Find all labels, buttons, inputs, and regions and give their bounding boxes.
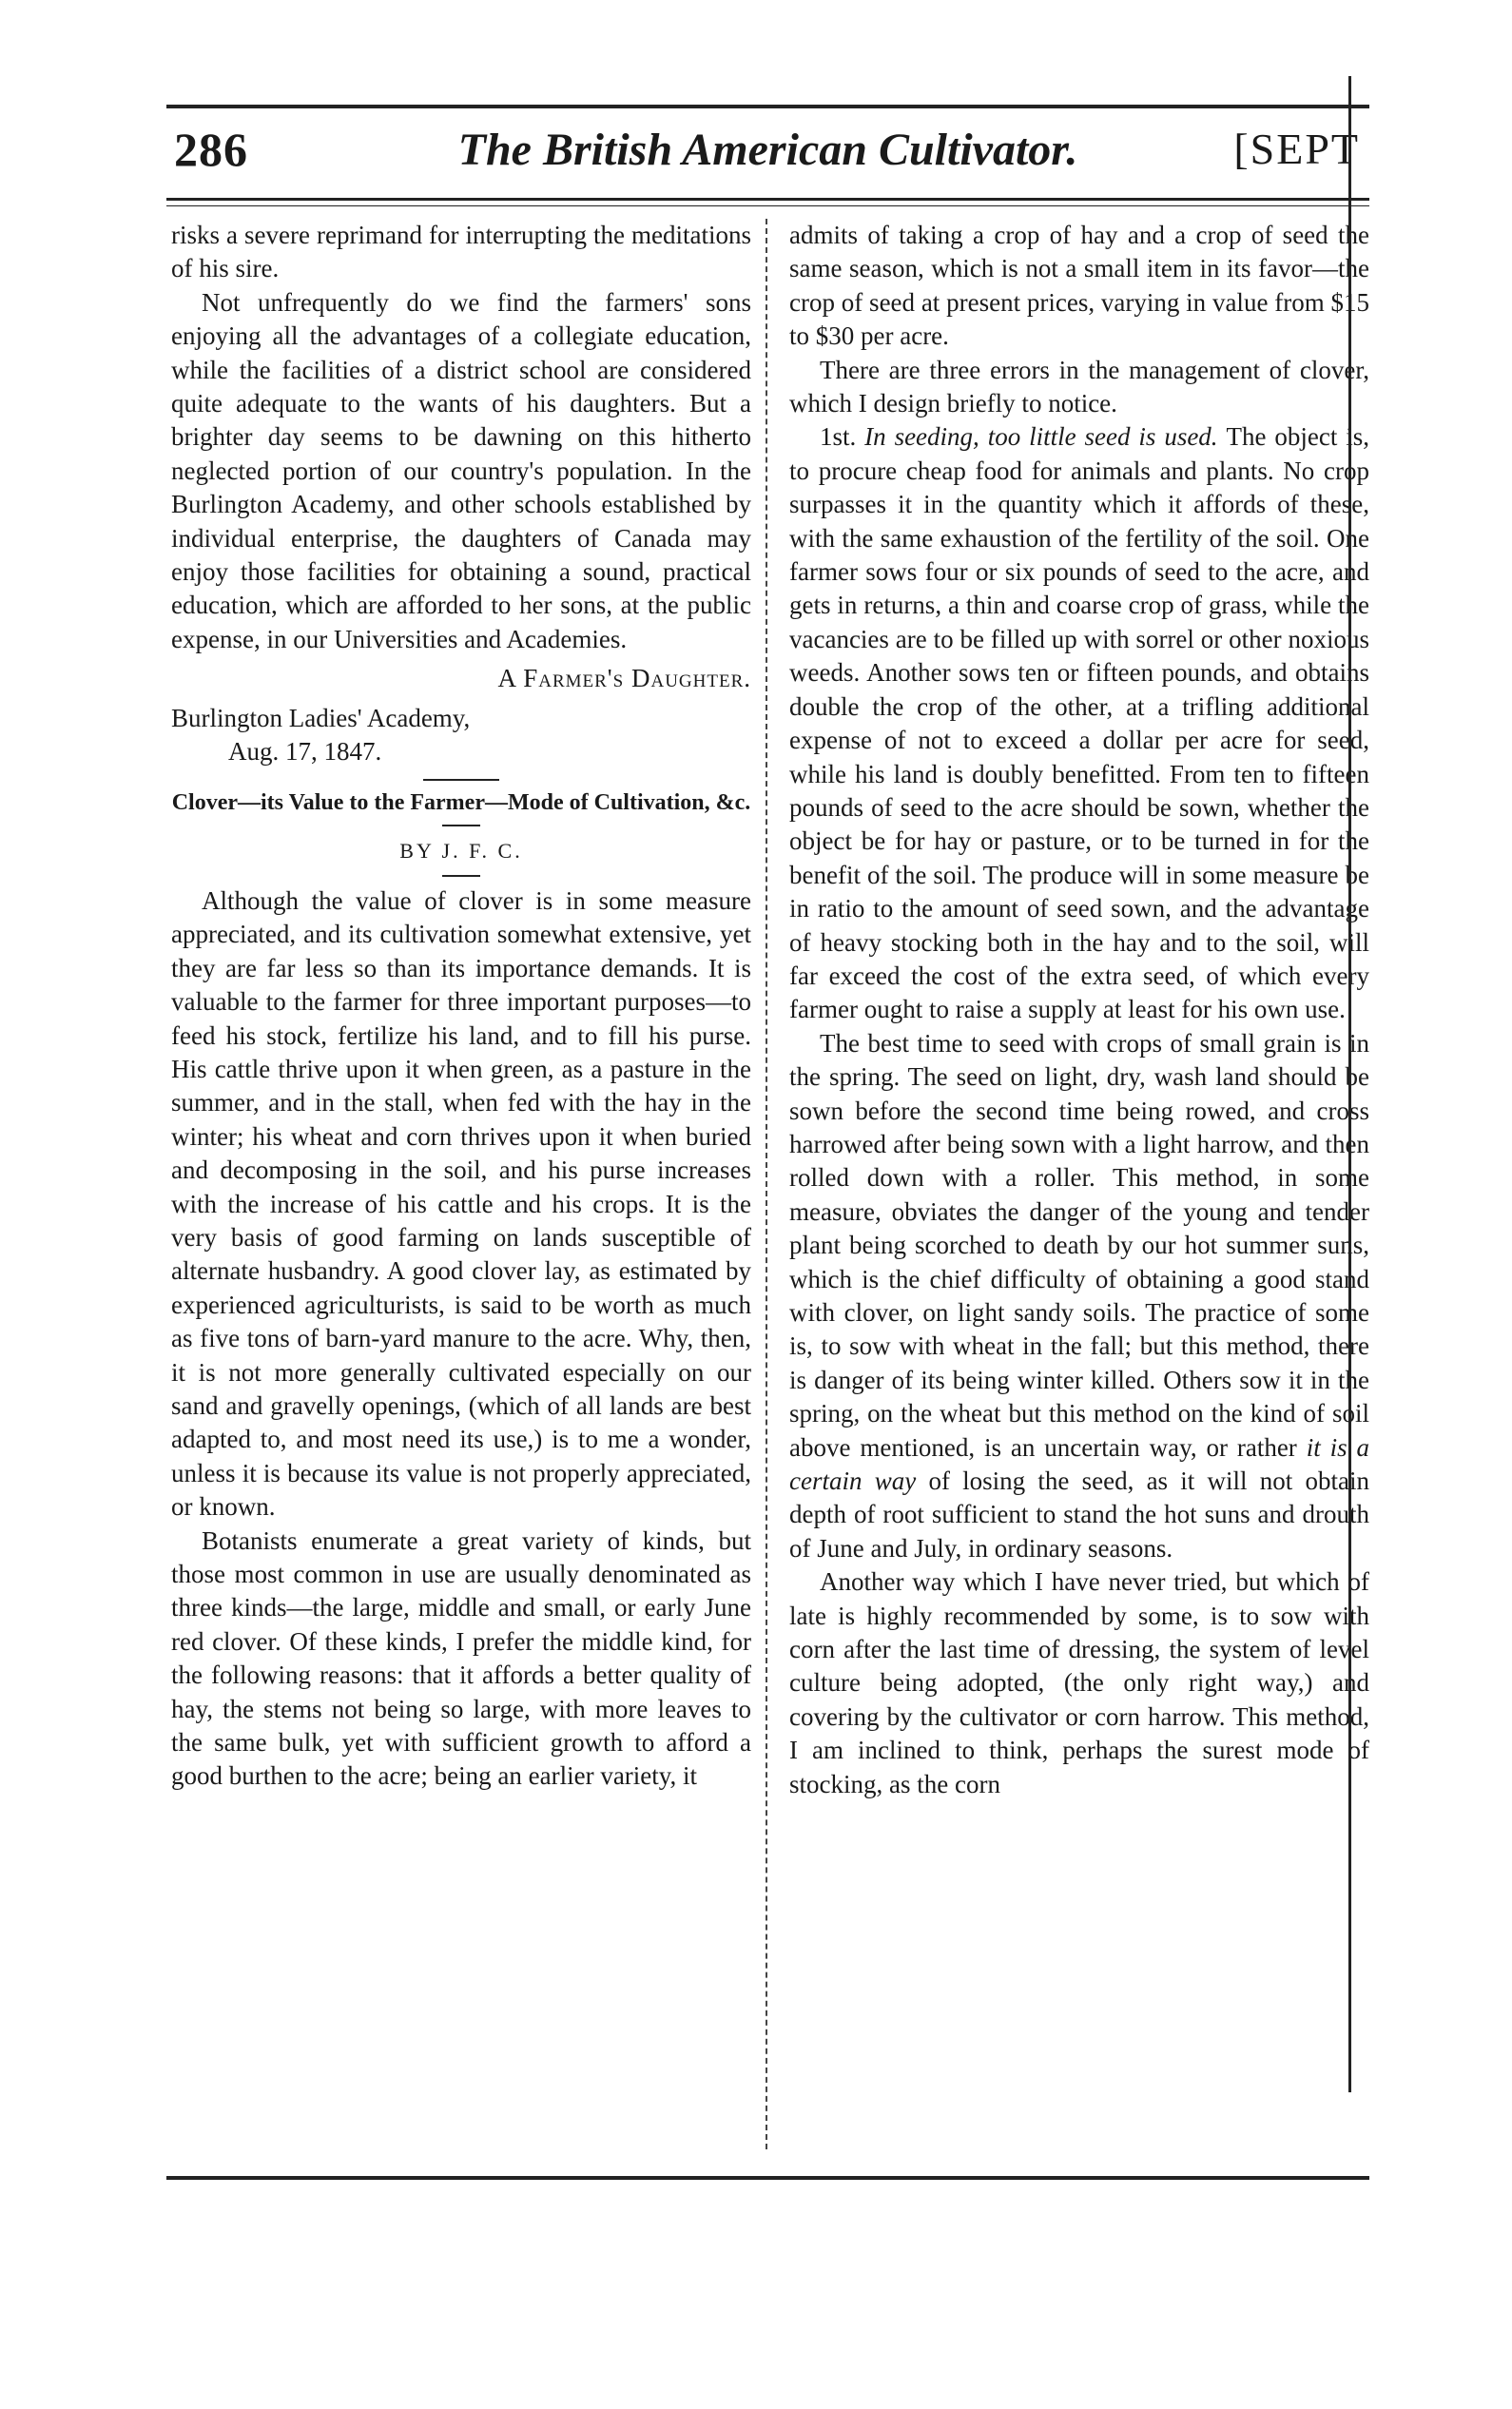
header-rule-thin (166, 205, 1369, 206)
article-title: Clover—its Value to the Farmer—Mode of Cultivation, &c. (171, 789, 751, 815)
page-number: 286 (174, 123, 248, 176)
left-paragraph-4: Botanists enumerate a great variety of kinds, but those most common in use are usually denominated as three kinds—the large, middle and small, or early June red clover. Of these kinds, I prefer the middle kind, for the following reasons: that it affords a better quality of hay, the stems not being so large, with more leaves to the same bulk, yet with sufficient growth to afford a good burthen to the acre; being an earlier variety, it (171, 1525, 751, 1791)
left-paragraph-1: risks a severe reprimand for interrupting the meditations of his sire. (171, 221, 751, 283)
right-paragraph-2: There are three errors in the management of clover, which I design briefly to notice. (789, 355, 1369, 418)
right-paragraph-4-body: The best time to seed with crops of small grain is in the spring. The seed on light, dry, wash land should be sown before the second time being rowed, and cross harrowed after being sown with a light harrow, and then rolled down with a roller. This method, in some measure, obviates the danger of the young and tender plant being scorched to death by our hot summer suns, which is the chief difficulty of obtaining a good stand with clover, on light sandy soils. The practice of some is, to sow with wheat in the fall; but this method, there is danger of its being winter killed. Others sow it in the spring, on the wheat but this method on the kind of soil above mentioned, is an uncertain way, or rather (789, 1028, 1369, 1462)
left-paragraph-2: Not unfrequently do we find the farmers' sons enjoying all the advantages of a collegiate education, while the facilities of a district school are considered quite adequate to the wants of his daughters. But a brighter day seems to be dawning on this hitherto neglected portion of our country's population. In the Burlington Academy, and other schools established by individual enterprise, the daughters of Canada may enjoy those facilities for obtaining a sound, practical education, which are afforded to her sons, at the public expense, in our Universities and Academies. (171, 287, 751, 653)
letter-signature: A Farmer's Daughter. (497, 664, 751, 693)
header-rule (166, 198, 1369, 201)
right-paragraph-3 (789, 420, 1369, 1026)
dateline (171, 702, 751, 769)
section-divider (423, 779, 499, 781)
title-divider (442, 825, 480, 826)
dateline-place: Burlington Ladies' Academy, (171, 703, 471, 732)
journal-title: The British American Cultivator. (457, 125, 1078, 175)
column-divider (766, 219, 767, 2149)
page-edge-line (1348, 76, 1351, 2092)
right-paragraph-4-italic: it is a certain way (789, 1432, 1369, 1496)
left-paragraph-3: Although the value of clover is in some measure appreciated, and its cultivation somewhat extensive, yet they are far less so than its importance demands. It is valuable to the farmer for three important purposes—to feed his stock, fertilize his land, and to fill his purse. His cattle thrive upon it when green, as a pasture in the summer, and in the stall, when fed with the hay in the winter; his wheat and corn thrives upon it when buried and decomposing in the soil, and his purse increases with the increase of his cattle and his crops. It is the very basis of good farming on lands susceptible of alternate husbandry. A good clover lay, as estimated by experienced agriculturists, is said to be worth as much as five tons of barn-yard manure to the acre. Why, then, it is not more generally cultivated especially on our sand and gravelly openings, (which of all lands are best adapted to, and most need its use,) is to me a wonder, unless it is because its value is not properly appreciated, or known. (171, 885, 751, 1522)
right-paragraph-4 (789, 1027, 1369, 1566)
left-column (171, 219, 751, 2149)
byline-divider (442, 875, 480, 877)
text-columns (166, 219, 1369, 2149)
month-label: [SEPT (1233, 125, 1360, 173)
article-byline: BY J. F. C. (399, 838, 523, 863)
top-rule (166, 105, 1369, 108)
right-paragraph-4-end: of losing the seed, as it will not obtain depth of root sufficient to stand the hot suns and drouth of June and July, in ordinary seasons. (789, 1467, 1369, 1563)
right-paragraph-5: Another way which I have never tried, but which of late is highly recommended by some, is to sow with corn after the last time of dressing, the system of level culture being adopted, (the only right way,) and covering by the cultivator or corn harrow. This method, I am inclined to think, perhaps the surest mode of stocking, as the corn (789, 1567, 1369, 1798)
right-paragraph-3-lead: 1st. (820, 422, 865, 452)
newspaper-page (166, 105, 1369, 2187)
page-header (166, 122, 1369, 188)
bottom-rule (166, 2176, 1369, 2180)
right-paragraph-1: admits of taking a crop of hay and a crop of seed the same season, which is not a small item in its favor—the crop of seed at present prices, varying in value from $15 to $30 per acre. (789, 221, 1369, 351)
right-paragraph-3-body: The object is, to procure cheap food for animals and plants. No crop surpasses it in the quantity which it affords of these, with the same exhaustion of the fertility of the soil. One farmer sows four or six pounds of seed to the acre, and gets in returns, a thin and coarse crop of grass, while the vacancies are to be filled up with sorrel or other noxious weeds. Another sows ten or fifteen pounds, and obtains double the crop of the other, at a trifling additional expense of not to exceed a dollar per acre for seed, while his land is doubly benefitted. From ten to fifteen pounds of seed to the acre should be sown, whether the object be for hay or pasture, or to be turned in for the benefit of the soil. The produce will in some measure be in ratio to the amount of seed sown, and the advantage of heavy stocking both in the hay and to the soil, will far exceed the cost of the extra seed, of which every farmer ought to raise a supply at least for his own use. (789, 422, 1369, 1024)
right-paragraph-3-italic: In seeding, too little seed is used. (864, 422, 1227, 452)
right-column (789, 219, 1369, 2149)
dateline-date: Aug. 17, 1847. (228, 737, 382, 767)
